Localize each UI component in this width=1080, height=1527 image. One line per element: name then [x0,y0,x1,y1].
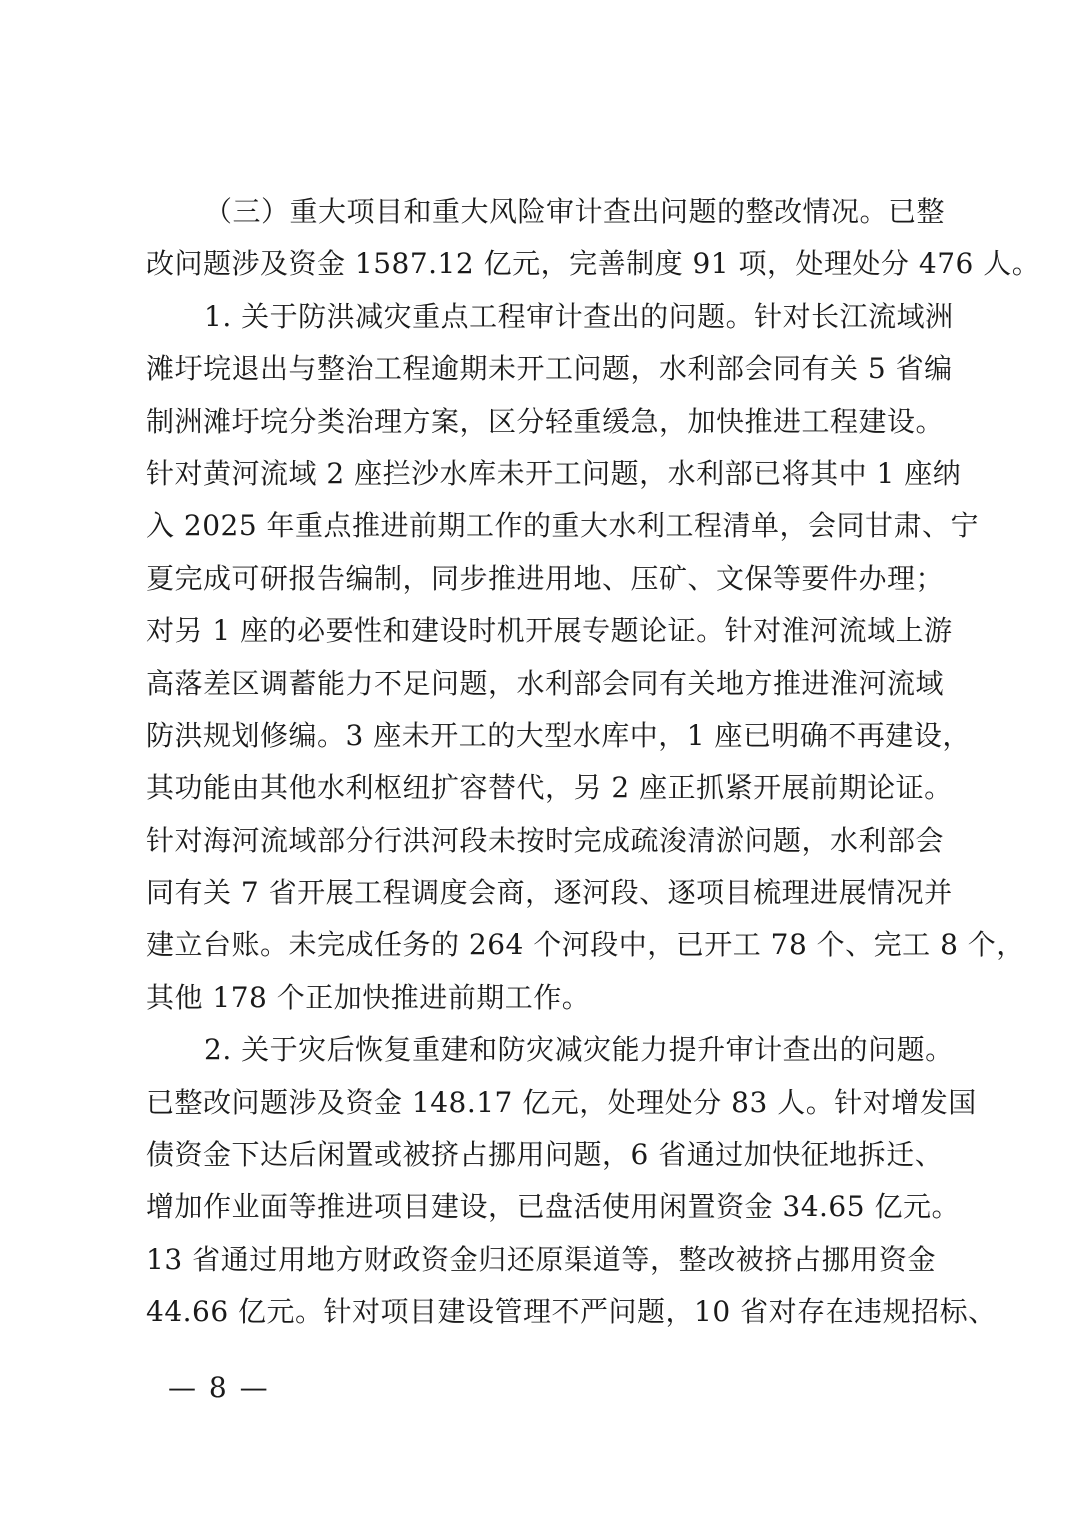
text-line: 制洲滩圩垸分类治理方案，区分轻重缓急，加快推进工程建设。 [146,404,945,438]
text-line: 防洪规划修编。3 座未开工的大型水库中，1 座已明确不再建设， [146,718,971,752]
text-line: 增加作业面等推进项目建设，已盘活使用闲置资金 34.65 亿元。 [146,1190,960,1224]
page-number: — 8 — [168,1371,270,1404]
text-line: 44.66 亿元。针对项目建设管理不严问题，10 省对存在违规招标、 [146,1295,997,1329]
text-line: 入 2025 年重点推进前期工作的重大水利工程清单，会同甘肃、宁 [146,509,980,543]
text-line: 滩圩垸退出与整治工程逾期未开工问题，水利部会同有关 5 省编 [146,352,953,386]
text-line: 已整改问题涉及资金 148.17 亿元，处理处分 83 人。针对增发国 [146,1085,977,1119]
text-line: 2. 关于灾后恢复重建和防灾减灾能力提升审计查出的问题。 [204,1033,954,1067]
text-line: 债资金下达后闲置或被挤占挪用问题，6 省通过加快征地拆迁、 [146,1138,944,1172]
text-line: 针对黄河流域 2 座拦沙水库未开工问题，水利部已将其中 1 座纳 [146,456,962,490]
text-line: 1. 关于防洪减灾重点工程审计查出的问题。针对长江流域洲 [204,299,954,333]
text-line: 其功能由其他水利枢纽扩容替代，另 2 座正抓紧开展前期论证。 [146,771,953,805]
text-line: 同有关 7 省开展工程调度会商，逐河段、逐项目梳理进展情况并 [146,876,953,910]
text-line: 对另 1 座的必要性和建设时机开展专题论证。针对淮河流域上游 [146,614,953,648]
text-line: 改问题涉及资金 1587.12 亿元，完善制度 91 项，处理处分 476 人。 [146,247,1041,281]
body-text [146,186,1041,1339]
text-line: 其他 178 个正加快推进前期工作。 [146,980,591,1014]
text-line: 针对海河流域部分行洪河段未按时完成疏浚清淤问题，水利部会 [146,823,945,857]
text-line: 夏完成可研报告编制，同步推进用地、压矿、文保等要件办理； [146,561,945,595]
text-line: 高落差区调蓄能力不足问题，水利部会同有关地方推进淮河流域 [146,666,945,700]
text-line: 13 省通过用地方财政资金归还原渠道等，整改被挤占挪用资金 [146,1242,936,1276]
text-line: 建立台账。未完成任务的 264 个河段中，已开工 78 个、完工 8 个， [146,928,1025,962]
text-line: （三）重大项目和重大风险审计查出问题的整改情况。已整 [204,195,946,228]
